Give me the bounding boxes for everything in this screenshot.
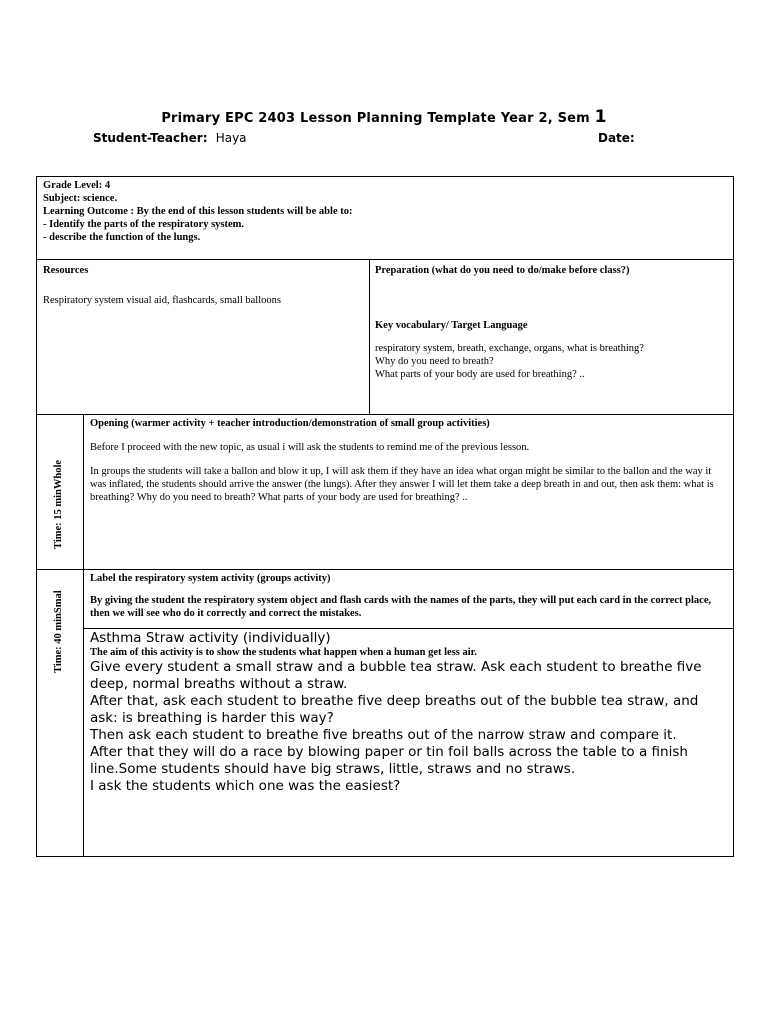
- learning-outcome: Learning Outcome : By the end of this lesson students will be able to:: [43, 206, 353, 217]
- asthma-heading: Asthma Straw activity (individually): [90, 630, 331, 646]
- opening-heading: Opening (warmer activity + teacher introduction/demonstration of small group activities): [90, 418, 490, 429]
- sem-number: 1: [594, 107, 607, 127]
- asthma-line: After that, ask each student to breathe five deep breaths out of the bubble tea straw, and ask: is breathing is harder this way?: [90, 693, 699, 726]
- vocab-heading: Key vocabulary/ Target Language: [375, 320, 528, 331]
- preparation-cell: [369, 259, 734, 415]
- main-time-cell: [36, 569, 84, 857]
- preparation-heading: Preparation (what do you need to do/make before class?): [375, 265, 630, 276]
- label-activity-heading: Label the respiratory system activity (groups activity): [90, 573, 331, 584]
- label-activity-text: By giving the student the respiratory system object and flash cards with the names of the parts, they will put each card in the correct place, then we will see who do it correctly and correct the mistakes.: [90, 595, 712, 619]
- resources-cell: [36, 259, 370, 415]
- asthma-steps: [90, 659, 730, 795]
- subject: Subject: science.: [43, 193, 118, 204]
- asthma-activity: [90, 630, 730, 795]
- vocab-line-1: respiratory system, breath, exchange, organs, what is breathing?: [375, 343, 644, 354]
- opening-time-cell: [36, 414, 84, 570]
- asthma-line: Then ask each student to breathe five breaths out of the narrow straw and compare it.: [90, 727, 677, 743]
- opening-para-2: In groups the students will take a ballon and blow it up, I will ask them if they have an idea what organ might be similar to the ballon and the way it was inflated, the students should arrive the answer (the lungs). After they answer I will let them take a deep breath in and out, then ask them: what is breathing? Why do you need to breath? What parts of your body are used for breathing? ..: [90, 466, 714, 503]
- student-teacher-name: Haya: [215, 131, 247, 145]
- main-time-label: Time: 40 minSmal: [53, 590, 64, 673]
- resources-heading: Resources: [43, 265, 89, 276]
- resources-text: Respiratory system visual aid, flashcards, small balloons: [43, 295, 281, 306]
- outcome-item-2: - describe the function of the lungs.: [43, 232, 201, 243]
- asthma-line: Give every student a small straw and a bubble tea straw. Ask each student to breathe five deep, normal breaths without a straw.: [90, 659, 702, 692]
- student-teacher-line: [93, 131, 247, 145]
- activity-divider: [84, 628, 734, 629]
- opening-content: [90, 417, 728, 504]
- grade-level: Grade Level: 4: [43, 180, 111, 191]
- page-title: [0, 107, 768, 127]
- asthma-aim: The aim of this activity is to show the students what happen when a human get less air.: [90, 647, 477, 658]
- opening-time-label: Time: 15 minWhole: [53, 459, 64, 549]
- lesson-info-box: [36, 176, 734, 260]
- date-label: Date:: [598, 131, 635, 145]
- outcome-item-1: - Identify the parts of the respiratory system.: [43, 219, 245, 230]
- opening-para-1: Before I proceed with the new topic, as usual i will ask the students to remind me of the previous lesson.: [90, 442, 530, 453]
- vocab-line-3: What parts of your body are used for breathing? ..: [375, 369, 585, 380]
- vocab-line-2: Why do you need to breath?: [375, 356, 494, 367]
- asthma-line: After that they will do a race by blowing paper or tin foil balls across the table to a finish line.Some students should have big straws, little, straws and no straws.: [90, 744, 688, 777]
- student-teacher-label: Student-Teacher:: [93, 131, 208, 145]
- label-activity: [90, 572, 728, 620]
- asthma-line: I ask the students which one was the easiest?: [90, 778, 401, 794]
- title-text: Primary EPC 2403 Lesson Planning Template Year 2, Sem: [161, 111, 590, 126]
